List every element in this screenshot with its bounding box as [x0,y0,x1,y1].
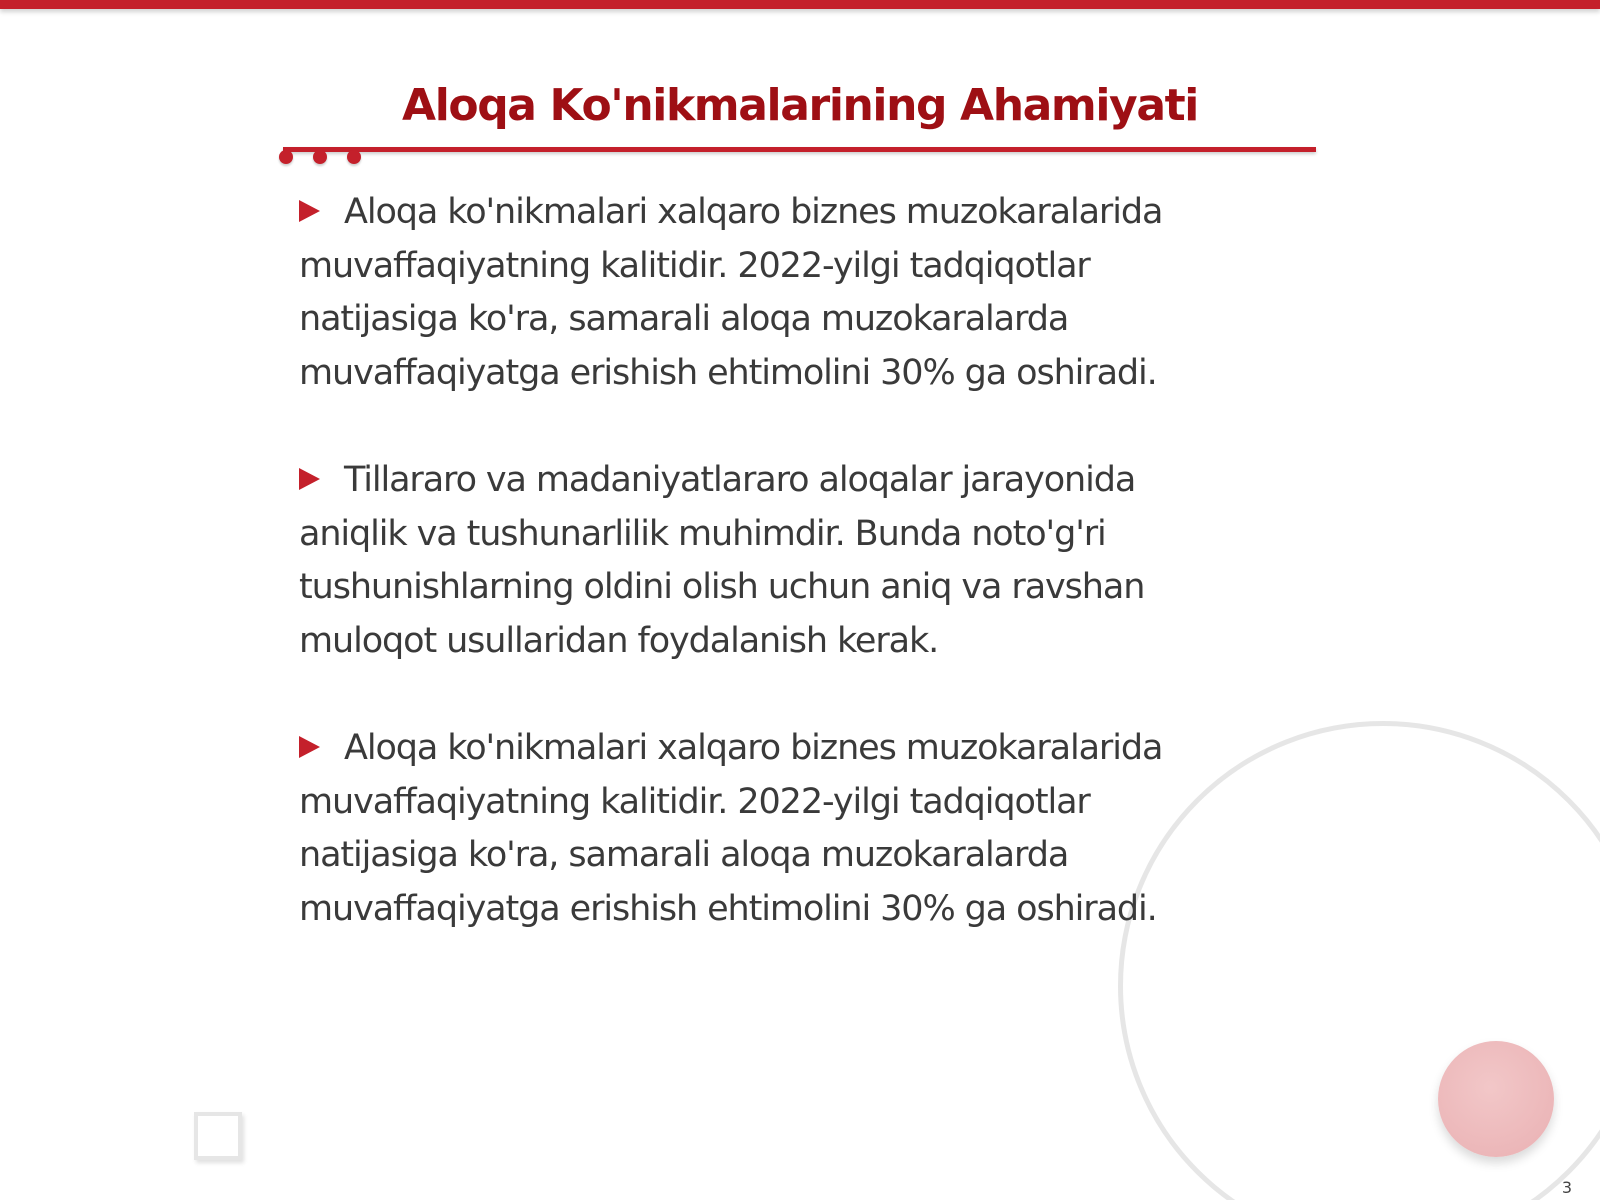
bullet-line: muvaffaqiyatning kalitidir. 2022-yilgi tadqiqotlar [299,781,1090,822]
bullet-list [299,186,1259,990]
triangle-right-icon [299,200,320,222]
bullet-line: aniqlik va tushunarlilik muhimdir. Bunda noto'g'ri [299,513,1106,554]
bullet-line: Aloqa ko'nikmalari xalqaro biznes muzokaralarida [344,728,1163,768]
bullet-item [299,186,1259,400]
triangle-right-icon [299,736,320,758]
triangle-right-icon [299,468,320,490]
bullet-line: muvaffaqiyatning kalitidir. 2022-yilgi tadqiqotlar [299,245,1090,286]
bullet-item [299,454,1259,668]
bullet-line: natijasiga ko'ra, samarali aloqa muzokaralarda [299,299,1069,339]
decorative-square [194,1112,242,1160]
bullet-line: muloqot usullaridan foydalanish kerak. [299,620,939,661]
decorative-dot [313,150,327,164]
decorative-pink-circle [1438,1041,1554,1157]
bullet-line: tushunishlarning oldini olish uchun aniq va ravshan [299,567,1145,607]
bullet-line: muvaffaqiyatga erishish ehtimolini 30% ga oshiradi. [299,352,1157,393]
top-accent-bar [0,0,1600,9]
page-number: 3 [1561,1178,1572,1197]
decorative-dot [347,150,361,164]
decorative-dot [279,150,293,164]
bullet-line: Tillararo va madaniyatlararo aloqalar jarayonida [344,460,1136,500]
bullet-line: Aloqa ko'nikmalari xalqaro biznes muzokaralarida [344,192,1163,232]
bullet-line: natijasiga ko'ra, samarali aloqa muzokaralarda [299,835,1069,875]
bullet-item [299,722,1259,936]
title-underline [283,147,1316,152]
slide-title: Aloqa Ko'nikmalarining Ahamiyati [402,80,1198,131]
bullet-line: muvaffaqiyatga erishish ehtimolini 30% ga oshiradi. [299,888,1157,929]
